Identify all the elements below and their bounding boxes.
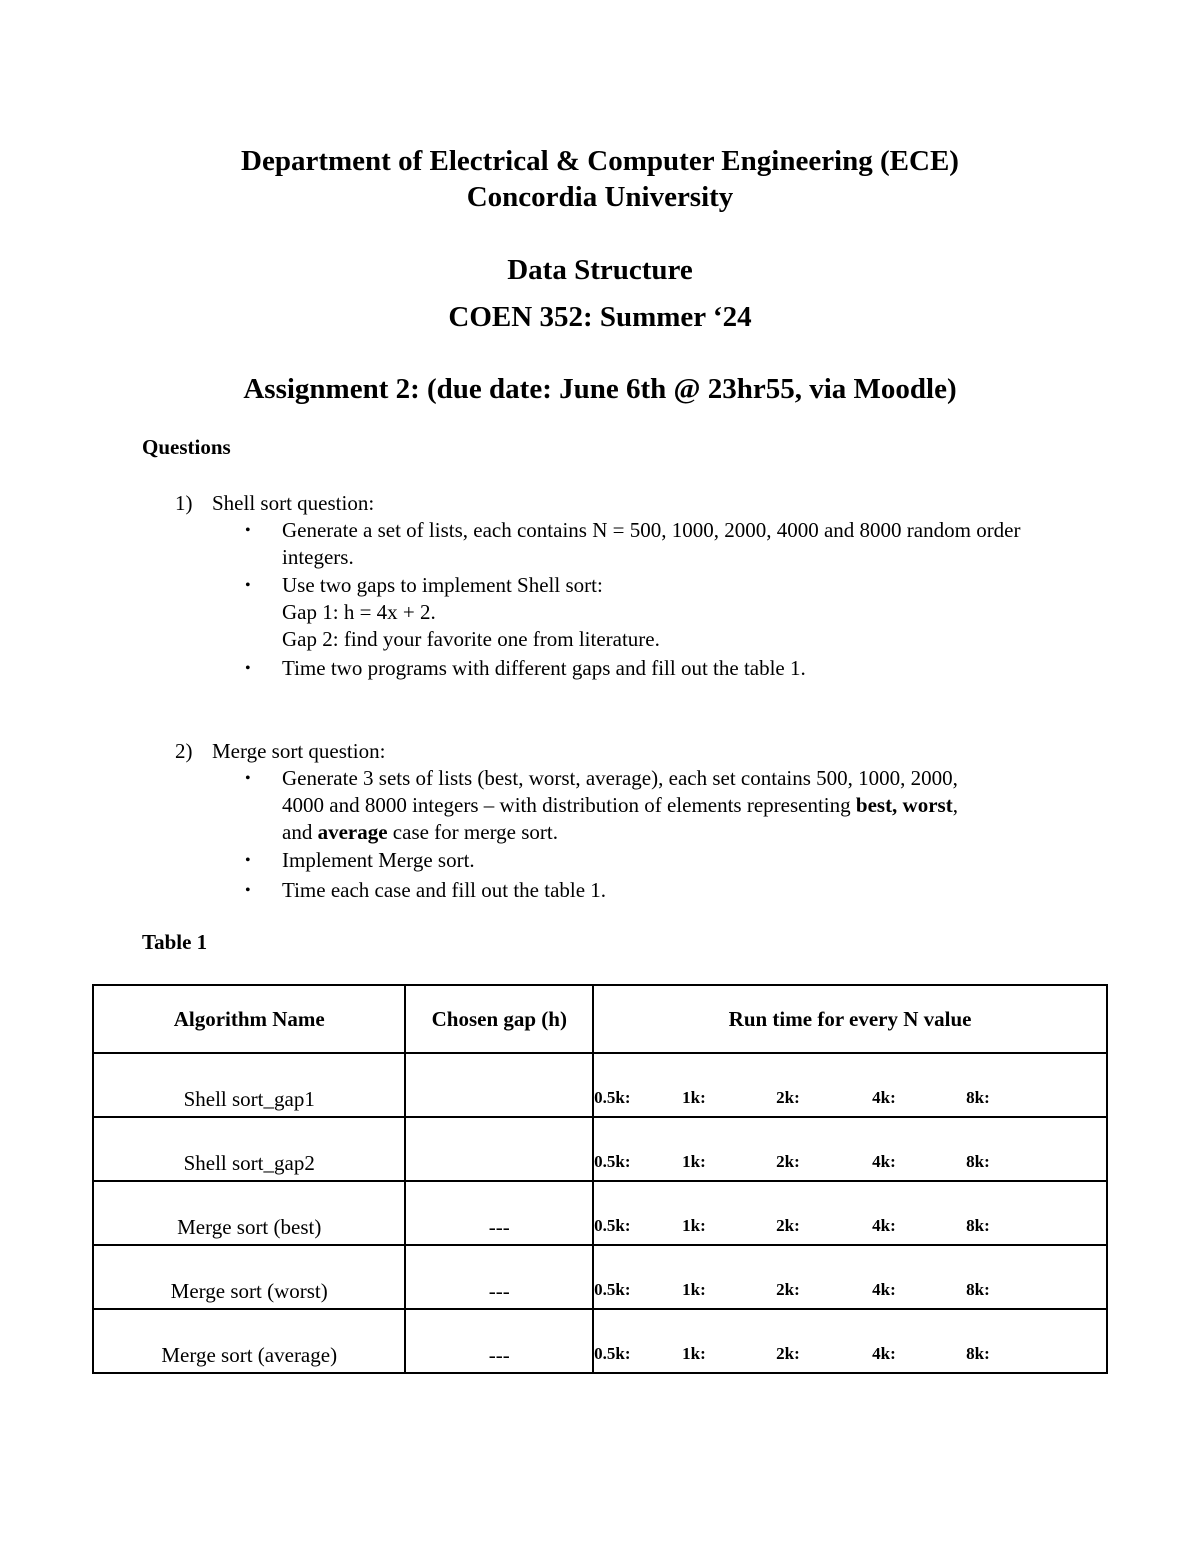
n-label: 2k: (776, 1280, 800, 1299)
table-header-row (93, 985, 1107, 1053)
n-label: 1k: (682, 1088, 706, 1107)
n-label: 4k: (872, 1088, 896, 1107)
q2-line (282, 819, 558, 846)
table-row (93, 1117, 1107, 1181)
table-row (93, 1309, 1107, 1373)
q2-line-text: 4000 and 8000 integers – with distribution of elements representing (282, 793, 856, 817)
q2-line-bold: average (317, 820, 388, 844)
q2-title (175, 739, 385, 764)
q1-line: Use two gaps to implement Shell sort: (282, 573, 603, 597)
q2-line: Implement Merge sort. (282, 848, 475, 872)
table-row (93, 1181, 1107, 1245)
q2-line-text: and (282, 820, 318, 844)
q1-title-text: Shell sort question: (212, 491, 375, 515)
n-label: 2k: (776, 1216, 800, 1235)
n-label: 0.5k: (594, 1344, 631, 1363)
bullet-icon: • (245, 522, 251, 539)
q1-line: Generate a set of lists, each contains N = 500, 1000, 2000, 4000 and 8000 random order (282, 518, 1021, 542)
n-label: 0.5k: (594, 1088, 631, 1107)
q1-line: Gap 1: h = 4x + 2. (282, 600, 436, 624)
n-label: 0.5k: (594, 1216, 631, 1235)
q2-line: Generate 3 sets of lists (best, worst, average), each set contains 500, 1000, 2000, (282, 766, 958, 790)
q2-line (282, 792, 958, 819)
header-runtime: Run time for every N value (593, 985, 1107, 1053)
department-title: Department of Electrical & Computer Engineering (ECE) (241, 145, 959, 177)
n-label: 0.5k: (594, 1280, 631, 1299)
runtime-cell (593, 1117, 1107, 1181)
bullet-icon: • (245, 660, 251, 677)
chosen-gap: --- (405, 1245, 593, 1309)
n-label: 2k: (776, 1152, 800, 1171)
course-name: Data Structure (507, 254, 693, 286)
n-label: 4k: (872, 1216, 896, 1235)
runtime-cell (593, 1181, 1107, 1245)
bullet-icon: • (245, 577, 251, 594)
n-label: 8k: (966, 1216, 990, 1235)
university-title: Concordia University (466, 181, 734, 213)
n-label: 8k: (966, 1280, 990, 1299)
q2-number: 2) (175, 739, 193, 763)
q1-title (175, 491, 374, 516)
q1-line: integers. (282, 545, 354, 569)
header-gap: Chosen gap (h) (405, 985, 593, 1053)
table-row (93, 1053, 1107, 1117)
chosen-gap (405, 1053, 593, 1117)
table-label: Table 1 (142, 930, 208, 954)
chosen-gap: --- (405, 1309, 593, 1373)
table-row (93, 1245, 1107, 1309)
algorithm-name: Merge sort (average) (93, 1309, 405, 1373)
n-label: 0.5k: (594, 1152, 631, 1171)
header-algorithm: Algorithm Name (93, 985, 405, 1053)
n-label: 4k: (872, 1152, 896, 1171)
algorithm-name: Merge sort (worst) (93, 1245, 405, 1309)
n-label: 2k: (776, 1344, 800, 1363)
n-label: 2k: (776, 1088, 800, 1107)
bullet-icon: • (245, 770, 251, 787)
runtime-cell (593, 1309, 1107, 1373)
n-label: 1k: (682, 1216, 706, 1235)
runtime-cell (593, 1245, 1107, 1309)
questions-heading: Questions (142, 435, 231, 459)
results-table (92, 984, 1108, 1374)
q1-line: Time two programs with different gaps and fill out the table 1. (282, 656, 806, 680)
assignment-title: Assignment 2: (due date: June 6th @ 23hr55, via Moodle) (243, 373, 957, 405)
q2-line-text: case for merge sort. (387, 820, 559, 844)
runtime-cell (593, 1053, 1107, 1117)
algorithm-name: Shell sort_gap1 (93, 1053, 405, 1117)
n-label: 4k: (872, 1280, 896, 1299)
n-label: 8k: (966, 1344, 990, 1363)
bullet-icon: • (245, 852, 251, 869)
n-label: 8k: (966, 1152, 990, 1171)
n-label: 1k: (682, 1280, 706, 1299)
q2-line-bold: best, worst (855, 793, 953, 817)
n-label: 1k: (682, 1152, 706, 1171)
q2-line-text: , (952, 793, 958, 817)
chosen-gap: --- (405, 1181, 593, 1245)
course-code: COEN 352: Summer ‘24 (448, 301, 752, 333)
n-label: 4k: (872, 1344, 896, 1363)
bullet-icon: • (245, 882, 251, 899)
n-label: 1k: (682, 1344, 706, 1363)
n-label: 8k: (966, 1088, 990, 1107)
q2-line: Time each case and fill out the table 1. (282, 878, 607, 902)
q1-line: Gap 2: find your favorite one from literature. (282, 627, 660, 651)
algorithm-name: Merge sort (best) (93, 1181, 405, 1245)
q2-title-text: Merge sort question: (212, 739, 386, 763)
q1-number: 1) (175, 491, 193, 515)
chosen-gap (405, 1117, 593, 1181)
algorithm-name: Shell sort_gap2 (93, 1117, 405, 1181)
